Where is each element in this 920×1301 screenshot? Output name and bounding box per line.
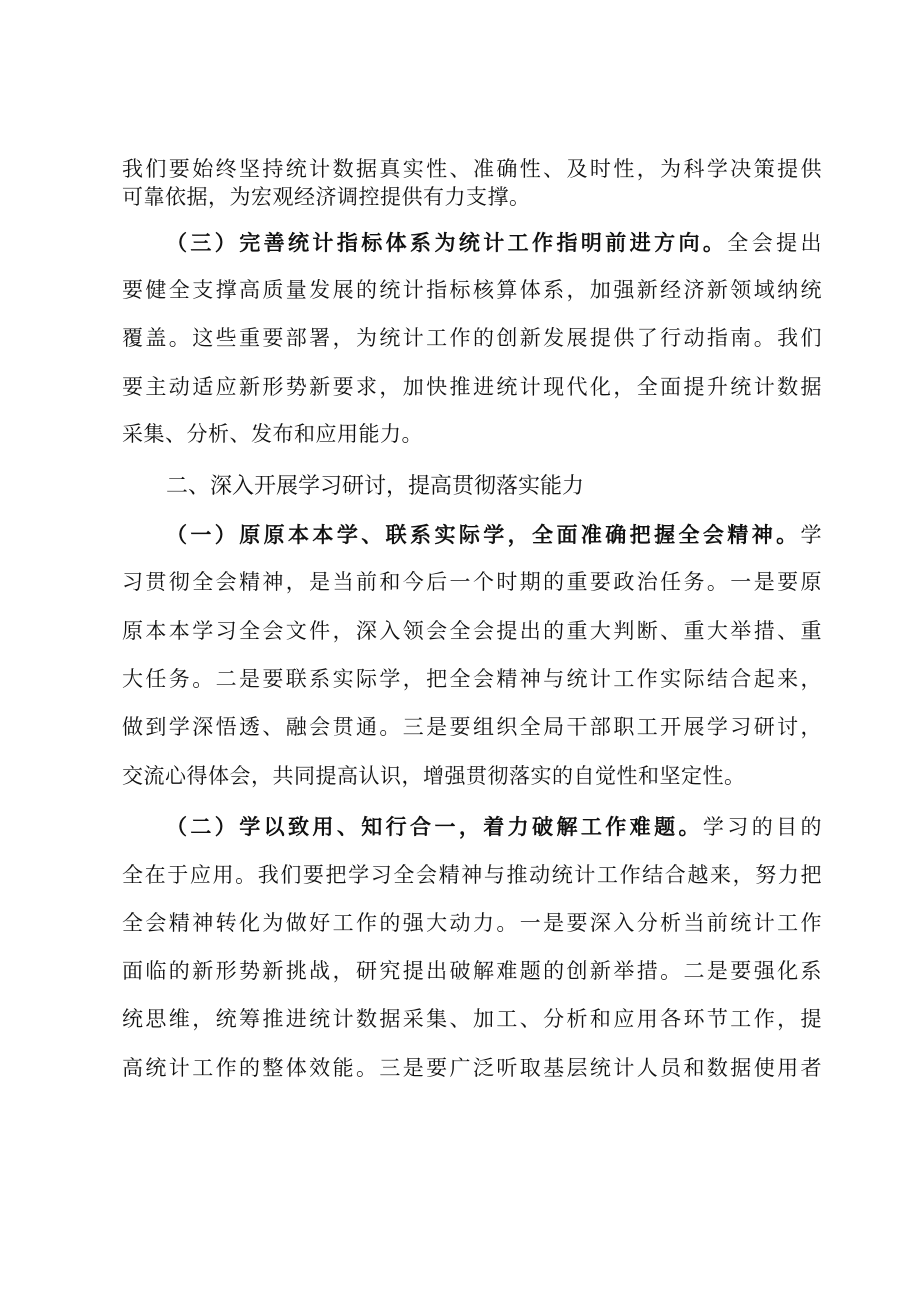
paragraph-4-line-3: 全会精神转化为做好工作的强大动力。一是要深入分析当前统计工作	[122, 911, 822, 935]
paragraph-3-line-1-rest: 学	[800, 523, 822, 547]
paragraph-4-line-6: 高统计工作的整体效能。三是要广泛听取基层统计人员和数据使用者	[122, 1056, 822, 1080]
paragraph-3-line-3: 原本本学习全会文件，深入领会全会提出的重大判断、重大举措、重	[122, 619, 822, 643]
paragraph-2-line-5: 采集、分析、发布和应用能力。	[122, 422, 423, 446]
paragraph-4-bold-lead: （二）学以致用、知行合一，着力破解工作难题。	[166, 814, 703, 839]
paragraph-3-line-2: 习贯彻全会精神，是当前和今后一个时期的重要政治任务。一是要原	[122, 570, 822, 594]
paragraph-4-line-5: 统思维，统筹推进统计数据采集、加工、分析和应用各环节工作，提	[122, 1007, 822, 1031]
paragraph-3-line-6: 交流心得体会，共同提高认识，增强贯彻落实的自觉性和坚定性。	[122, 764, 746, 788]
section-heading-2: 二、深入开展学习研讨，提高贯彻落实能力	[166, 474, 585, 499]
paragraph-3-line-4: 大任务。二是要联系实际学，把全会精神与统计工作实际结合起来，	[122, 667, 822, 691]
paragraph-1-line-2: 可靠依据，为宏观经济调控提供有力支撑。	[122, 185, 531, 209]
paragraph-3-line-5: 做到学深悟透、融会贯通。三是要组织全局干部职工开展学习研讨，	[122, 715, 822, 739]
paragraph-2-bold-lead: （三）完善统计指标体系为统计工作指明前进方向。	[166, 230, 728, 255]
paragraph-4-line-2: 全在于应用。我们要把学习全会精神与推动统计工作结合越来，努力把	[122, 863, 822, 887]
paragraph-4-line-4: 面临的新形势新挑战，研究提出破解难题的创新举措。二是要强化系	[122, 959, 822, 983]
paragraph-3-line-1	[166, 521, 822, 549]
paragraph-2-line-4: 要主动适应新形势新要求，加快推进统计现代化，全面提升统计数据	[122, 375, 822, 399]
paragraph-1-line-1: 我们要始终坚持统计数据真实性、准确性、及时性，为科学决策提供	[122, 157, 822, 181]
paragraph-4-line-1-rest: 学习的目的	[702, 815, 823, 839]
paragraph-2-line-1-rest: 全会提出	[727, 231, 823, 255]
paragraph-2-line-3: 覆盖。这些重要部署，为统计工作的创新发展提供了行动指南。我们	[122, 326, 822, 350]
paragraph-3-bold-lead: （一）原原本本学、联系实际学，全面准确把握全会精神。	[166, 522, 801, 547]
paragraph-4-line-1	[166, 813, 822, 841]
paragraph-2-line-2: 要健全支撑高质量发展的统计指标核算体系，加强新经济新领域纳统	[122, 278, 822, 302]
paragraph-2-line-1	[166, 229, 822, 257]
